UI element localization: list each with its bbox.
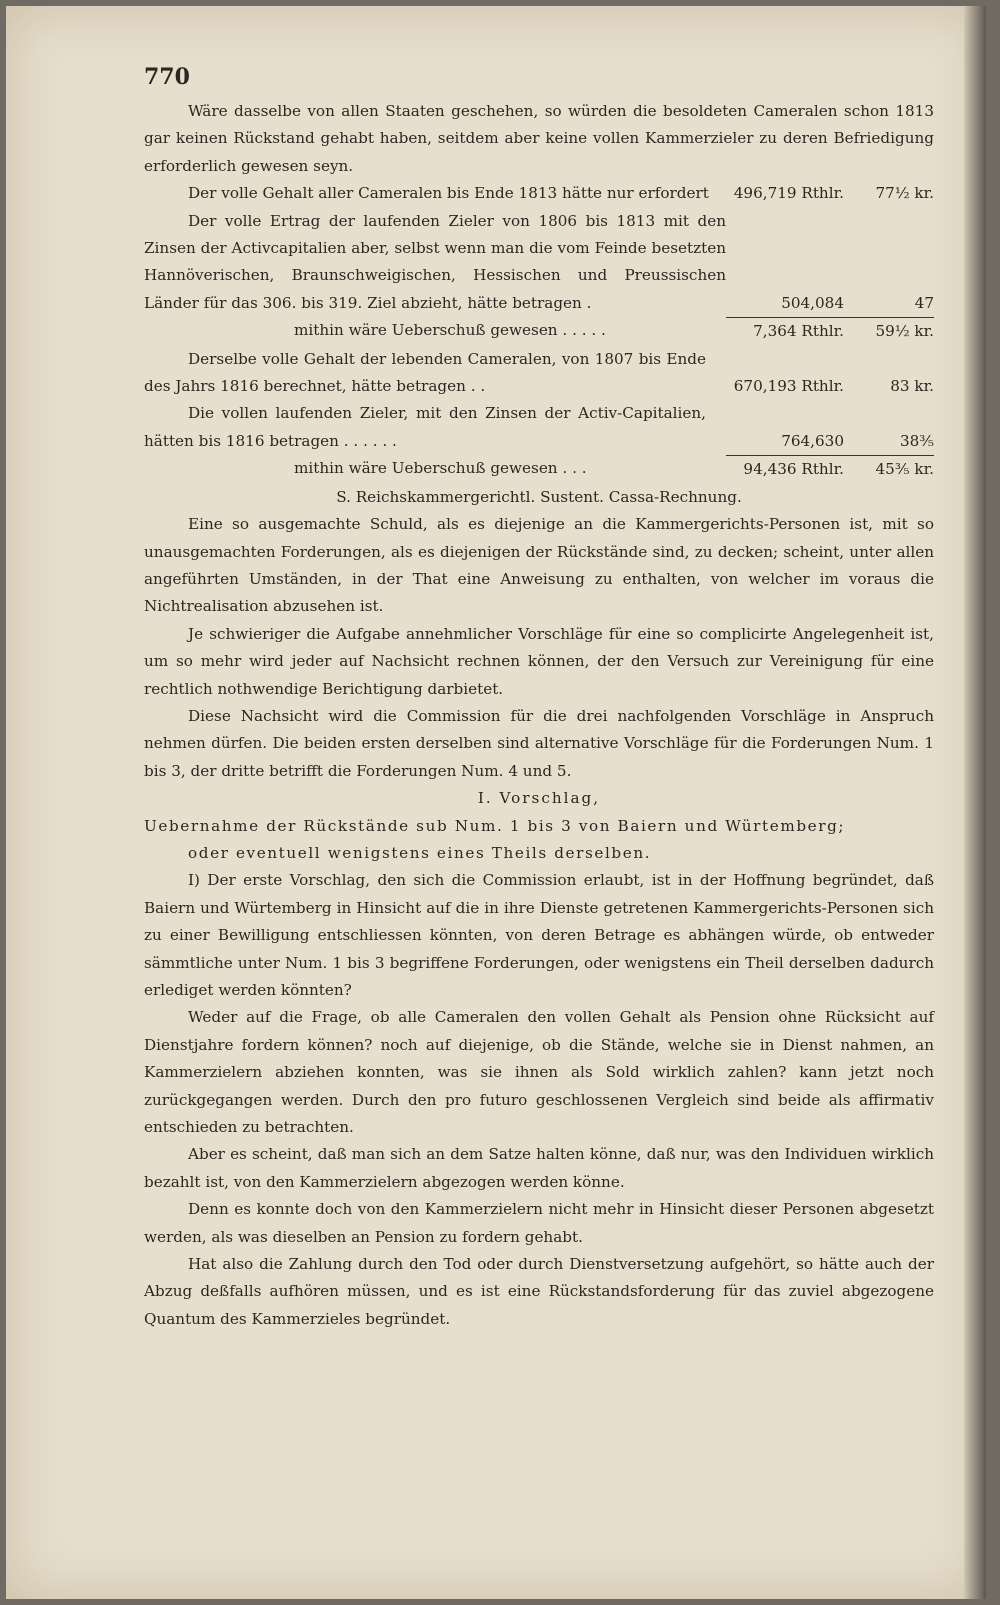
subheading-line-2: oder eventuell wenigstens eines Theils derselben. <box>188 843 652 862</box>
calc2-line2-label: Die vollen laufenden Zieler, mit den Zinsen der Activ-Capitalien, hätten bis 1816 betragen . . . . . . <box>144 404 706 450</box>
calc2-line2-amount: 764,630 <box>781 431 844 450</box>
document-page <box>6 6 986 1599</box>
calc1-line2 <box>144 208 934 318</box>
page-number: 770 <box>144 64 190 90</box>
calc1-total-label: mithin wäre Ueberschuß gewesen . . . . . <box>294 321 606 340</box>
calc1-line1-amount: 496,719 Rthlr. <box>733 184 844 203</box>
paragraph-2: Je schwieriger die Aufgabe annehmlicher Vorschläge für eine so complicirte Angelegenheit ist, um so mehr wird jeder auf Nachsicht rechnen können, der den Versuch zur Vereinigung für eine rechtlich nothwendige Berichtigung darbietet. <box>144 624 934 698</box>
paragraph-3: Diese Nachsicht wird die Commission für die drei nachfolgenden Vorschläge in Anspruch nehmen dürfen. Die beiden ersten derselben sind alternative Vorschläge für die Forderungen Num. 1 bis 3, der dritte betrifft die Forderungen Num. 4 und 5. <box>144 706 934 780</box>
paragraph-7: Denn es konnte doch von den Kammerzielern nicht mehr in Hinsicht dieser Personen abgesetzt werden, als was dieselben an Pension zu fordern gehabt. <box>144 1200 934 1246</box>
section-heading: I. Vorschlag, <box>477 789 601 808</box>
source-note: S. Reichskammergerichtl. Sustent. Cassa-Rechnung. <box>336 487 742 506</box>
calc1-total-amount: 7,364 Rthlr. <box>726 317 844 345</box>
paragraph-4: I) Der erste Vorschlag, den sich die Commission erlaubt, ist in der Hoffnung begründet, daß Baiern und Würtemberg in Hinsicht auf die in ihre Dienste getretenen Kammergerichts-Personen sich zu einer Bewilligung entschliessen könnten, von deren Betrage es abhängen würde, ob entweder sämmtliche unter Num. 1 bis 3 begriffene Forderungen, oder wenigstens ein Theil derselben dadurch erlediget werden könnten? <box>144 871 934 999</box>
paragraph-1: Eine so ausgemachte Schuld, als es diejenige an die Kammergerichts-Personen ist, mit so unausgemachten Forderungen, als es diejenigen der Rückstände sind, zu decken; scheint, unter allen angeführten Umständen, in der That eine Anweisung zu enthalten, von welcher im voraus die Nichtrealisation abzusehen ist. <box>144 515 934 616</box>
calc2-line1 <box>144 346 934 401</box>
calc2-total-amount: 94,436 Rthlr. <box>726 455 844 483</box>
calc1-line1-label: Der volle Gehalt aller Cameralen bis Ende 1813 hätte nur erfordert <box>188 184 709 203</box>
calc1-line2-unit: 47 <box>914 293 934 312</box>
calc2-total-label: mithin wäre Ueberschuß gewesen . . . <box>294 459 587 478</box>
section-subheading <box>144 813 934 868</box>
calc1-total <box>144 317 934 345</box>
calc2-line1-unit: 83 kr. <box>890 377 934 396</box>
calc2-line2 <box>144 400 934 455</box>
calc1-total-unit: 59½ kr. <box>844 317 934 345</box>
paragraph-6: Aber es scheint, daß man sich an dem Satze halten könne, daß nur, was den Individuen wirklich bezahlt ist, von den Kammerzielern abgezogen werden könne. <box>144 1145 934 1191</box>
intro-paragraph: Wäre dasselbe von allen Staaten geschehen, so würden die besoldeten Cameralen schon 1813 gar keinen Rückstand gehabt haben, seitdem aber keine vollen Kammerzieler zu deren Befriedigung erforderlich gewesen seyn. <box>144 102 934 175</box>
paragraph-5: Weder auf die Frage, ob alle Cameralen den vollen Gehalt als Pension ohne Rücksicht auf Dienstjahre fordern können? noch auf diejenige, ob die Stände, welche sie in Dienst nahmen, an Kammerzielern abziehen konnten, was sie ihnen als Sold wirklich zahlen? kann jetzt noch zurückgegangen werden. Durch den pro futuro geschlossenen Vergleich sind beide als affirmativ entschieden zu betrachten. <box>144 1008 934 1137</box>
calc2-line1-label: Derselbe volle Gehalt der lebenden Cameralen, von 1807 bis Ende des Jahrs 1816 berechnet, hätte betragen . . <box>144 349 706 396</box>
calc2-total <box>144 455 934 483</box>
page-edge <box>964 6 986 1599</box>
page-content <box>144 64 934 1333</box>
subheading-line-1: Uebernahme der Rückstände sub Num. 1 bis 3 von Baiern und Würtemberg; <box>144 816 846 835</box>
calc1-line2-amount: 504,084 <box>781 293 844 312</box>
calc2-line2-unit: 38⅗ <box>899 431 934 450</box>
paragraph-8: Hat also die Zahlung durch den Tod oder durch Dienstversetzung aufgehört, so hätte auch der Abzug deßfalls aufhören müssen, und es ist eine Rückstandsforderung für das zuviel abgezogene Quantum des Kammerzieles begründet. <box>144 1255 934 1328</box>
calc1-line1 <box>144 180 934 207</box>
calc2-line1-amount: 670,193 Rthlr. <box>733 377 844 396</box>
calc1-line2-label: Der volle Ertrag der laufenden Zieler von 1806 bis 1813 mit den Zinsen der Activcapitalien aber, selbst wenn man die vom Feinde besetzten Hannöverischen, Braunschweigischen, Hessischen und Preussischen Länder für das 306. bis 319. Ziel abzieht, hätte betragen . <box>144 211 726 312</box>
calc2-total-unit: 45⅗ kr. <box>844 455 934 483</box>
calc1-line1-unit: 77½ kr. <box>875 184 934 203</box>
